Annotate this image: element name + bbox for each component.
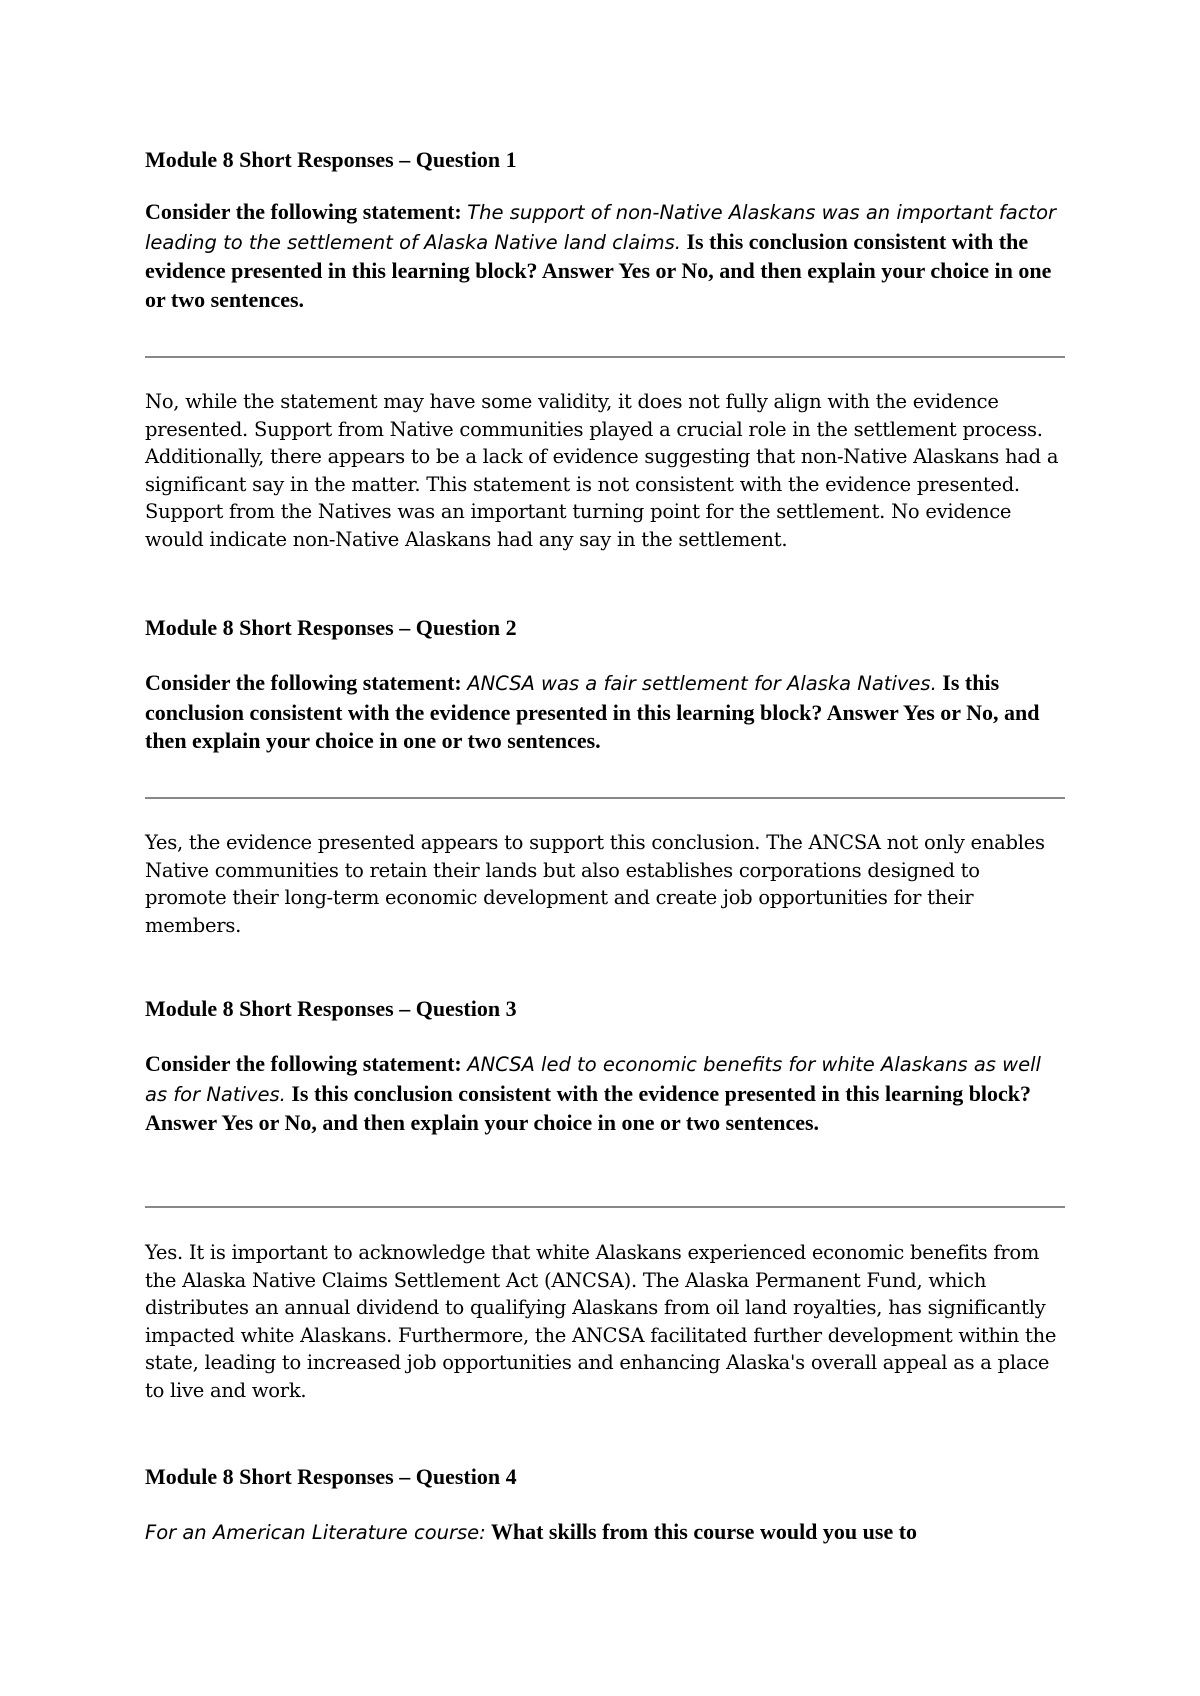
question-4-question: What skills from this course would you use to xyxy=(490,1519,918,1544)
question-3-lead: Consider the following statement: xyxy=(145,1051,462,1076)
question-3-prompt xyxy=(145,1050,1065,1138)
question-2-question: Is this conclusion consistent with the evidence presented in this learning block? Answer Yes or No, and then explain your choice in one or two sentences. xyxy=(145,670,1040,753)
question-1-heading: Module 8 Short Responses – Question 1 xyxy=(145,147,517,172)
question-4-lead: For an American Literature course: xyxy=(145,1521,486,1544)
question-1-answer: No, while the statement may have some validity, it does not fully align with the evidence presented. Support from Native communities played a crucial role in the settlement process. Additionally, there appears to be a lack of evidence suggesting that non-Native Alaskans had a significant say in the matter. This statement is not consistent with the evidence presented. Support from the Natives was an important turning point for the settlement. No evidence would indicate non-Native Alaskans had any say in the settlement. xyxy=(145,390,1059,551)
question-2-lead: Consider the following statement: xyxy=(145,670,462,695)
question-3-question: Is this conclusion consistent with the evidence presented in this learning block? Answer Yes or No, and then explain your choice in one or two sentences. xyxy=(145,1080,1032,1135)
question-2-answer: Yes, the evidence presented appears to support this conclusion. The ANCSA not only enables Native communities to retain their lands but also establishes corporations designed to promote their long-term economic development and create job opportunities for their members. xyxy=(145,831,1045,937)
question-1-statement: The support of non-Native Alaskans was an important factor leading to the settlement of Alaska Native land claims. xyxy=(145,201,1057,254)
question-2-prompt xyxy=(145,669,1065,756)
question-4-prompt xyxy=(145,1518,1065,1548)
question-1-prompt xyxy=(145,198,1065,314)
question-4-heading: Module 8 Short Responses – Question 4 xyxy=(145,1464,517,1489)
question-3-heading: Module 8 Short Responses – Question 3 xyxy=(145,996,517,1021)
answer-2-divider xyxy=(145,797,1065,799)
answer-3-divider xyxy=(145,1206,1065,1208)
question-2-heading: Module 8 Short Responses – Question 2 xyxy=(145,615,517,640)
question-1-question: Is this conclusion consistent with the evidence presented in this learning block? Answer Yes or No, and then explain your choice in one or two sentences. xyxy=(145,228,1052,312)
question-2-statement: ANCSA was a fair settlement for Alaska Natives. xyxy=(467,672,937,695)
question-3-answer: Yes. It is important to acknowledge that white Alaskans experienced economic benefits from the Alaska Native Claims Settlement Act (ANCSA). The Alaska Permanent Fund, which distributes an annual dividend to qualifying Alaskans from oil land royalties, has significantly impacted white Alaskans. Furthermore, the ANCSA facilitated further development within the state, leading to increased job opportunities and enhancing Alaska's overall appeal as a place to live and work. xyxy=(145,1241,1057,1402)
answer-1-divider xyxy=(145,356,1065,358)
question-3-statement: ANCSA led to economic benefits for white Alaskans as well as for Natives. xyxy=(145,1053,1041,1106)
question-1-lead: Consider the following statement: xyxy=(145,199,462,224)
